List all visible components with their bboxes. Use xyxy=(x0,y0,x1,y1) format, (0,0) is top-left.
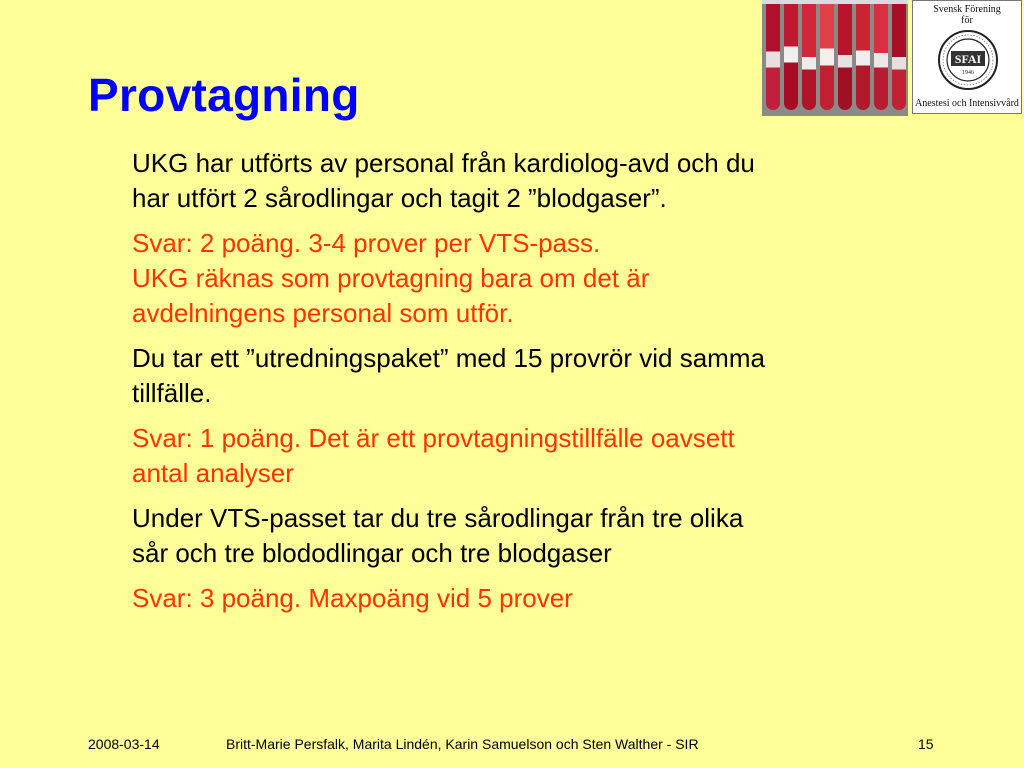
slide-title: Provtagning xyxy=(88,69,360,121)
blood-sample-tubes-photo xyxy=(762,0,908,116)
footer-authors: Britt-Marie Persfalk, Marita Lindén, Karin Samuelson och Sten Walther - SIR xyxy=(226,736,699,752)
sfai-seal-icon xyxy=(937,29,999,91)
body-paragraph-answer: Svar: 3 poäng. Maxpoäng vid 5 prover xyxy=(132,583,573,613)
body-paragraph-question: Under VTS-passet tar du tre sårodlingar från tre olika sår och tre blododlingar och tre blodgaser xyxy=(132,503,744,568)
sample-tube xyxy=(784,4,798,110)
logo-top-line1: Svensk Förening xyxy=(933,4,1001,15)
sample-tube xyxy=(892,4,906,110)
logo-top-text xyxy=(913,4,1021,26)
footer-date: 2008-03-14 xyxy=(88,736,160,752)
sample-tube xyxy=(856,4,870,110)
slide-body xyxy=(132,146,992,626)
logo-bottom-text: Anestesi och Intensivvård xyxy=(915,98,1019,109)
logo-year: 1946 xyxy=(962,70,974,76)
sample-tube xyxy=(802,4,816,110)
body-paragraph-question: UKG har utförts av personal från kardiolog-avd och du har utfört 2 sårodlingar och tagit 2 ”blodgaser”. xyxy=(132,148,755,213)
body-paragraph-answer: Svar: 2 poäng. 3-4 prover per VTS-pass. UKG räknas som provtagning bara om det är avdelningens personal som utför. xyxy=(132,228,650,328)
body-paragraph-answer: Svar: 1 poäng. Det är ett provtagningstillfälle oavsett antal analyser xyxy=(132,423,735,488)
sample-tube xyxy=(820,4,834,110)
sample-tube xyxy=(874,4,888,110)
body-paragraph-question: Du tar ett ”utredningspaket” med 15 provrör vid samma tillfälle. xyxy=(132,343,765,408)
logo-top-line2: för xyxy=(961,15,973,26)
footer-page-number: 15 xyxy=(918,736,934,752)
sample-tube xyxy=(838,4,852,110)
logo-center-text: SFAI xyxy=(954,52,982,66)
sample-tube xyxy=(766,4,780,110)
sfai-logo xyxy=(912,0,1022,114)
